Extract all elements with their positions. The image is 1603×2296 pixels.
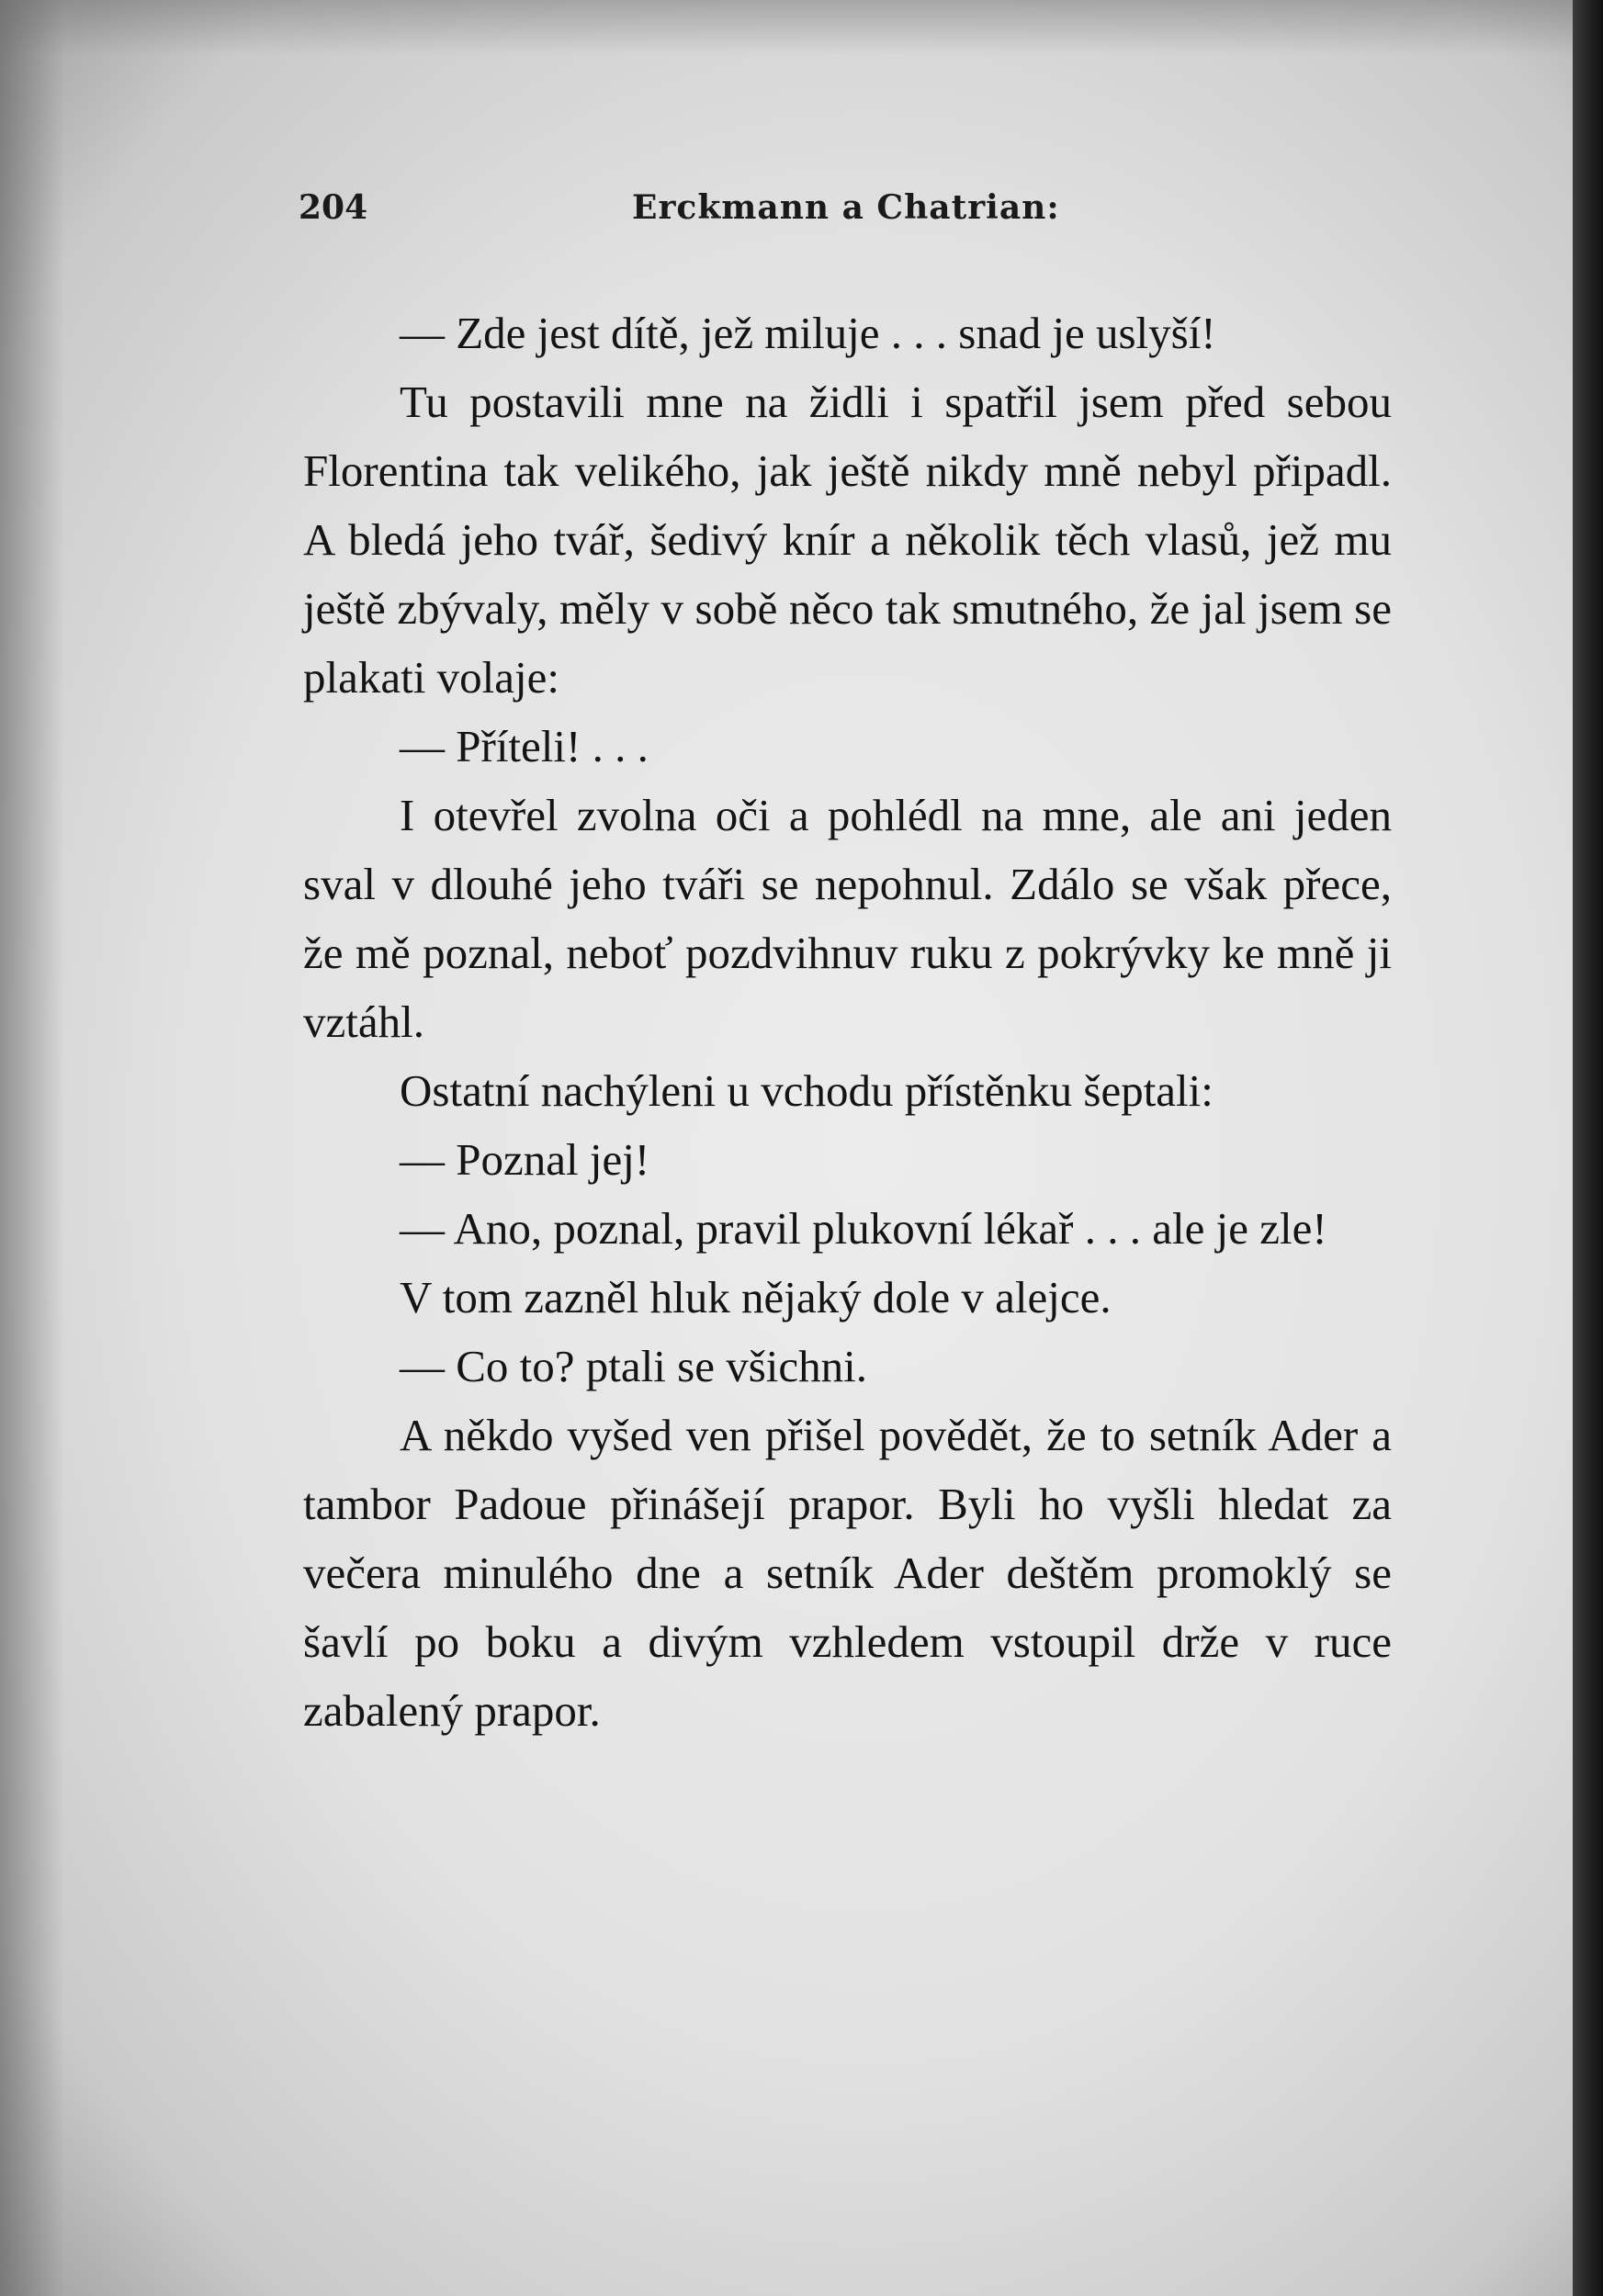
paragraph: V tom zazněl hluk nějaký dole v alejce. bbox=[400, 1272, 1112, 1322]
scan-edge-shadow bbox=[1573, 0, 1603, 2296]
paragraph: — Zde jest dítě, jež miluje . . . snad je uslyší! bbox=[400, 308, 1216, 358]
paragraph: I otevřel zvolna oči a pohlédl na mne, ale ani jeden sval v dlouhé jeho tváři se nepohnul. Zdálo se však přece, že mě poznal, neboť pozdvihnuv ruku z pokrývky ke mně ji vztáhl. bbox=[303, 790, 1392, 1047]
paragraph: — Příteli! . . . bbox=[400, 721, 649, 771]
paragraph: — Poznal jej! bbox=[400, 1134, 650, 1185]
paragraph: Tu postavili mne na židli i spatřil jsem před sebou Florentina tak velikého, jak ještě nikdy mně nebyl připadl. A bledá jeho tvář, šedivý knír a několik těch vlasů, jež mu ještě zbývaly, měly v sobě něco tak smutného, že jal jsem se plakati volaje: bbox=[303, 377, 1392, 703]
paragraph: — Co to? ptali se všichni. bbox=[400, 1341, 867, 1391]
running-head: Erckmann a Chatrian: bbox=[632, 188, 1060, 227]
page-header bbox=[299, 188, 1327, 234]
paragraph: — Ano, poznal, pravil plukovní lékař . . . ale je zle! bbox=[400, 1203, 1327, 1254]
paragraph: A někdo vyšed ven přišel povědět, že to setník Ader a tambor Padoue přinášejí prapor. Byli ho vyšli hledat za večera minulého dne a setník Ader deštěm promoklý se šavlí po boku a divým vzhledem vstoupil drže v ruce zabalený prapor. bbox=[303, 1410, 1392, 1736]
body-text bbox=[303, 298, 1392, 1745]
page-number: 204 bbox=[299, 188, 368, 227]
paragraph: Ostatní nachýleni u vchodu přístěnku šeptali: bbox=[400, 1065, 1214, 1116]
